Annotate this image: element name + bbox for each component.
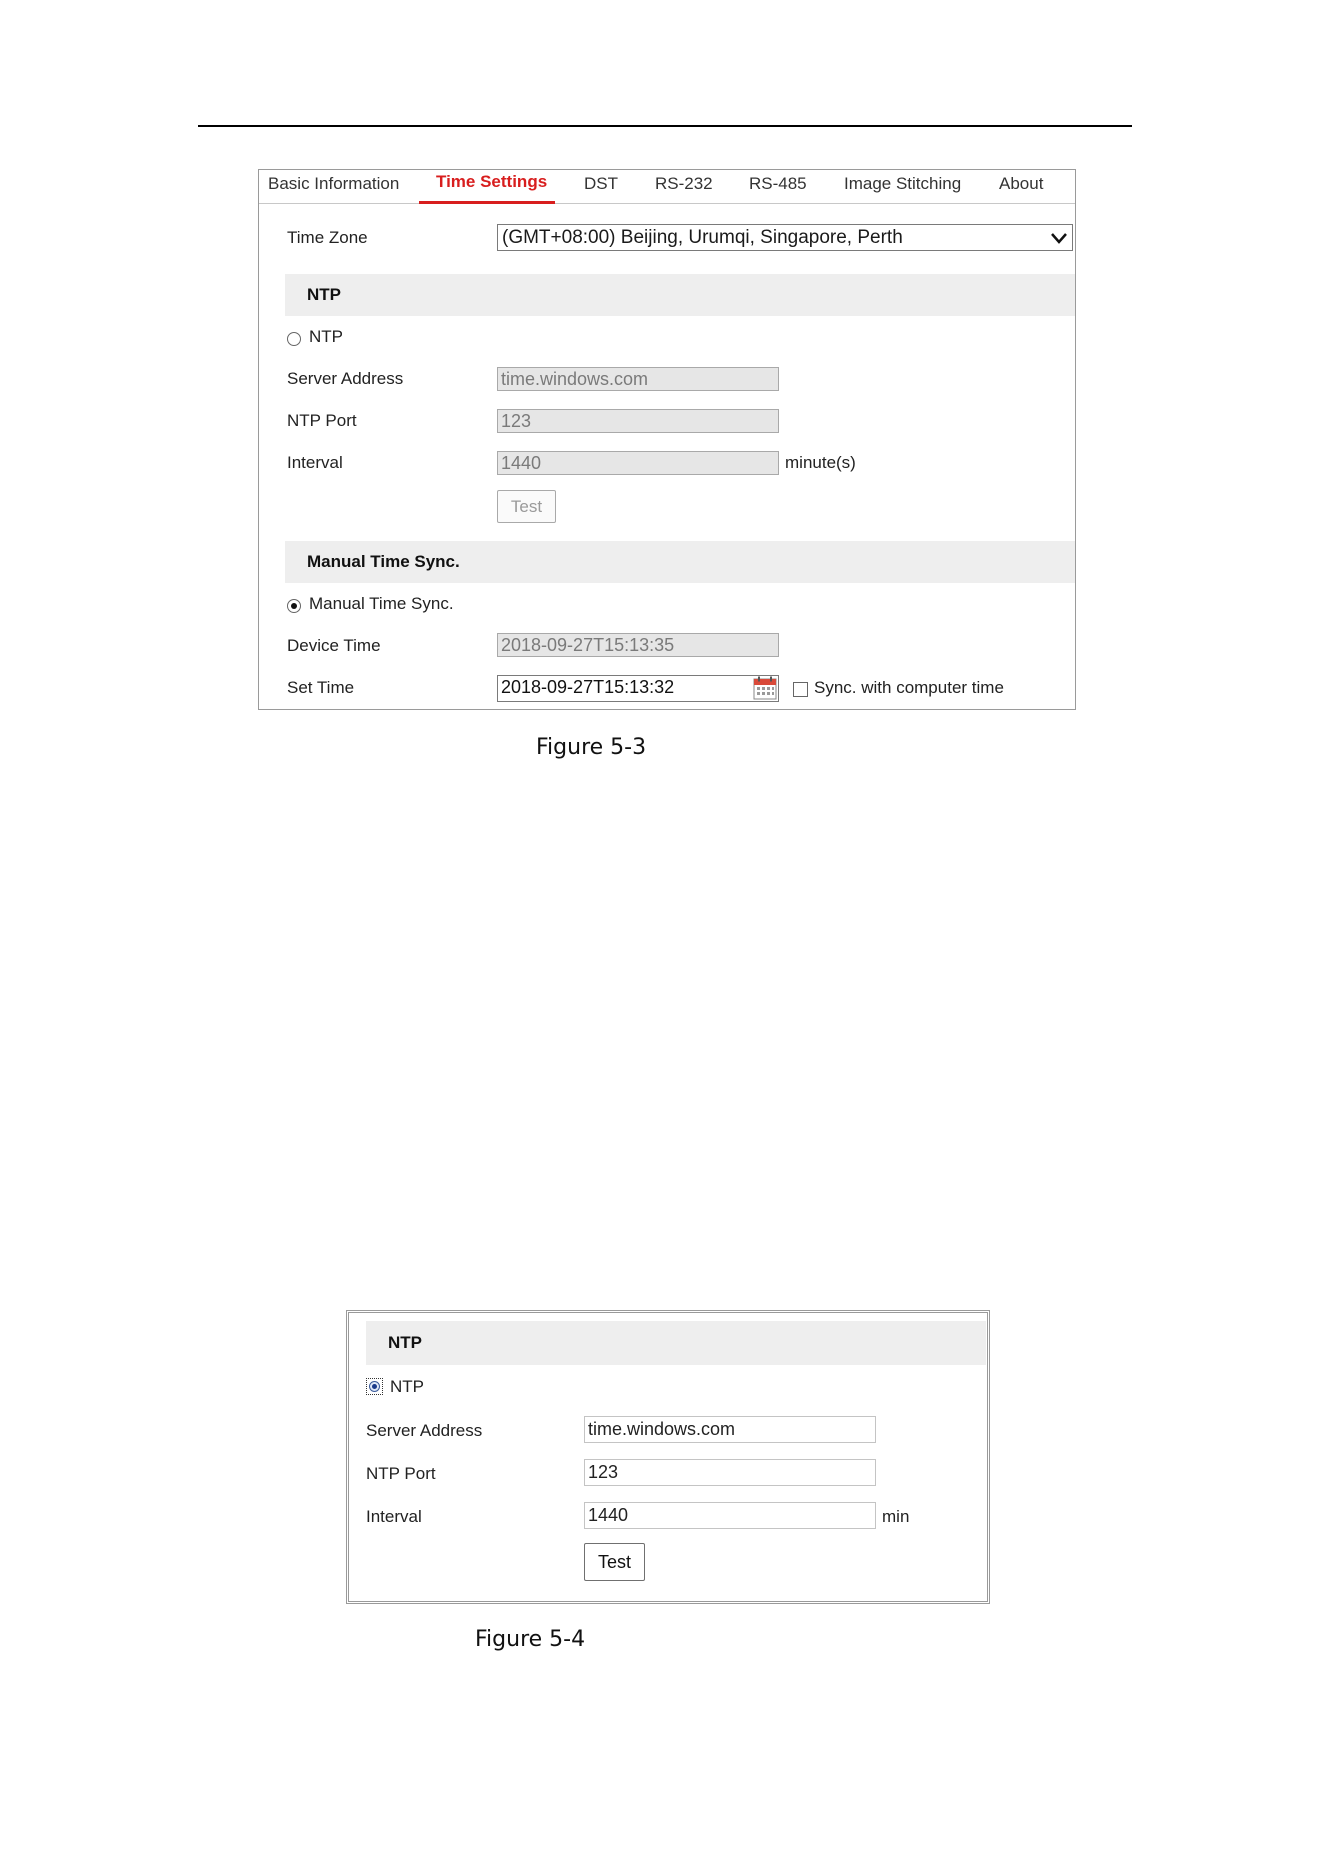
interval-input-2[interactable]: 1440 bbox=[584, 1502, 876, 1529]
ntp-port-input[interactable]: 123 bbox=[497, 409, 779, 433]
interval-input[interactable]: 1440 bbox=[497, 451, 779, 475]
time-settings-panel bbox=[258, 169, 1076, 710]
interval-label-2: Interval bbox=[366, 1507, 422, 1526]
device-time-label: Device Time bbox=[287, 636, 381, 655]
ntp-section-header bbox=[285, 274, 1075, 316]
tab-basic-information[interactable]: Basic Information bbox=[268, 174, 400, 193]
tab-image-stitching[interactable]: Image Stitching bbox=[844, 174, 962, 193]
tab-bar bbox=[259, 170, 1075, 204]
ntp-settings-panel bbox=[346, 1310, 990, 1604]
ntp-port-label-2: NTP Port bbox=[366, 1464, 436, 1483]
page-header-rule bbox=[198, 125, 1132, 127]
active-tab-indicator bbox=[419, 201, 555, 204]
manual-sync-radio[interactable] bbox=[287, 599, 301, 613]
server-address-label-2: Server Address bbox=[366, 1421, 483, 1440]
ntp-port-input-2[interactable]: 123 bbox=[584, 1459, 876, 1486]
figure-caption-5-3: Figure 5-3 bbox=[536, 735, 647, 760]
radio-selected-dot-2 bbox=[372, 1384, 377, 1389]
interval-unit-2: min bbox=[882, 1507, 910, 1526]
time-zone-label: Time Zone bbox=[287, 228, 368, 247]
server-address-input-2[interactable]: time.windows.com bbox=[584, 1416, 876, 1443]
ntp-test-button-2[interactable]: Test bbox=[584, 1543, 645, 1581]
ntp-section-title-2: NTP bbox=[388, 1333, 422, 1352]
server-address-input[interactable]: time.windows.com bbox=[497, 367, 779, 391]
manual-sync-radio-label: Manual Time Sync. bbox=[309, 594, 454, 613]
ntp-radio-2[interactable] bbox=[366, 1378, 383, 1395]
sync-computer-time-checkbox[interactable] bbox=[793, 682, 808, 697]
tab-rs-232[interactable]: RS-232 bbox=[655, 174, 713, 193]
radio-selected-dot bbox=[291, 603, 297, 609]
ntp-section-header-2 bbox=[366, 1321, 986, 1365]
ntp-radio-label-2: NTP bbox=[390, 1377, 424, 1396]
figure-caption-5-4: Figure 5-4 bbox=[475, 1627, 586, 1652]
ntp-test-button[interactable]: Test bbox=[497, 490, 556, 523]
tab-time-settings[interactable]: Time Settings bbox=[436, 172, 548, 191]
server-address-label: Server Address bbox=[287, 369, 404, 388]
set-time-input[interactable]: 2018-09-27T15:13:32 bbox=[497, 675, 779, 702]
chevron-down-icon bbox=[1049, 228, 1069, 248]
sync-computer-time-label: Sync. with computer time bbox=[814, 678, 1004, 697]
manual-sync-section-title: Manual Time Sync. bbox=[307, 552, 460, 571]
time-zone-select[interactable] bbox=[497, 224, 1073, 251]
time-zone-value: (GMT+08:00) Beijing, Urumqi, Singapore, Perth bbox=[502, 227, 903, 248]
radio-ring bbox=[369, 1381, 380, 1392]
ntp-radio-label: NTP bbox=[309, 327, 343, 346]
interval-unit: minute(s) bbox=[785, 453, 856, 472]
tab-about[interactable]: About bbox=[999, 174, 1044, 193]
manual-sync-section-header bbox=[285, 541, 1075, 583]
tab-dst[interactable]: DST bbox=[584, 174, 618, 193]
calendar-icon[interactable] bbox=[753, 676, 777, 700]
set-time-label: Set Time bbox=[287, 678, 355, 697]
ntp-radio[interactable] bbox=[287, 332, 301, 346]
ntp-port-label: NTP Port bbox=[287, 411, 357, 430]
device-time-input: 2018-09-27T15:13:35 bbox=[497, 633, 779, 657]
tab-rs-485[interactable]: RS-485 bbox=[749, 174, 807, 193]
interval-label: Interval bbox=[287, 453, 343, 472]
ntp-section-title: NTP bbox=[307, 285, 341, 304]
